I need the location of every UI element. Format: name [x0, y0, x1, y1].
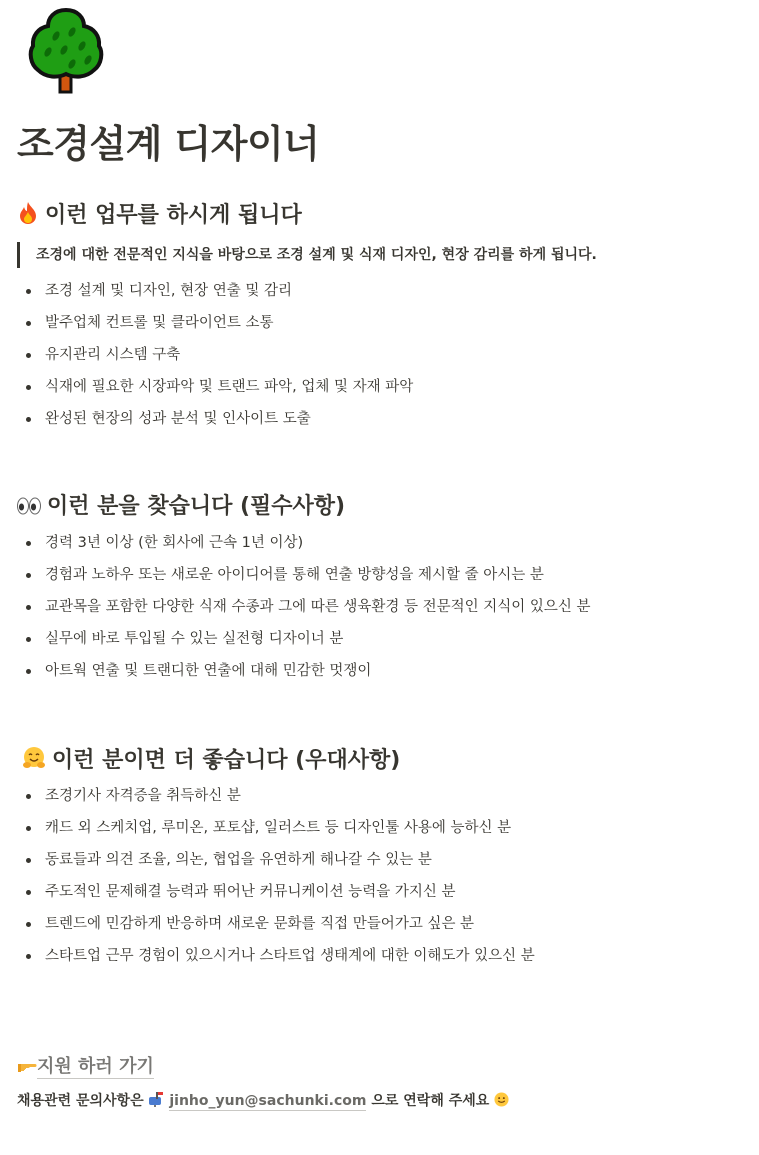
list-item-text: 유지관리 시스템 구축 — [45, 347, 181, 363]
bullet-dot — [26, 954, 31, 959]
list-item-text: 스타트업 근무 경험이 있으시거나 스타트업 생태계에 대한 이해도가 있으신 분 — [45, 948, 535, 964]
bullet-dot — [26, 321, 31, 326]
list-item — [0, 371, 413, 403]
bullet-dot — [26, 637, 31, 642]
list-item — [0, 591, 591, 623]
contact-line — [17, 1088, 509, 1114]
list-item — [0, 307, 413, 339]
list-item — [0, 844, 535, 876]
contact-email-link[interactable]: jinho_yun@sachunki.com — [169, 1093, 367, 1109]
list-item-text: 경력 3년 이상 (한 회사에 근속 1년 이상) — [45, 535, 304, 551]
bullet-dot — [26, 890, 31, 895]
bullet-dot — [26, 858, 31, 863]
list-item — [0, 403, 413, 435]
eyes-icon — [17, 496, 41, 516]
list-item-text: 조경 설계 및 디자인, 현장 연출 및 감리 — [45, 283, 292, 299]
bullet-dot — [26, 794, 31, 799]
bullet-dot — [26, 289, 31, 294]
duties-list — [0, 275, 413, 435]
deciduous-tree-icon — [24, 6, 108, 94]
preferred-heading — [22, 745, 400, 777]
list-item-text: 실무에 바로 투입될 수 있는 실전형 디자이너 분 — [45, 631, 344, 647]
list-item-text: 조경기사 자격증을 취득하신 분 — [45, 788, 241, 804]
mailbox-icon — [148, 1091, 164, 1107]
list-item-text: 식재에 필요한 시장파악 및 트랜드 파악, 업체 및 자재 파악 — [45, 379, 414, 395]
list-item-text: 주도적인 문제해결 능력과 뛰어난 커뮤니케이션 능력을 가지신 분 — [45, 884, 456, 900]
list-item — [0, 559, 591, 591]
bullet-dot — [26, 541, 31, 546]
smiling-face-icon — [494, 1092, 509, 1107]
list-item — [0, 623, 591, 655]
fire-icon — [17, 201, 39, 225]
list-item — [0, 275, 413, 307]
list-item-text: 완성된 현장의 성과 분석 및 인사이트 도출 — [45, 411, 311, 427]
bullet-dot — [26, 605, 31, 610]
requirements-heading — [17, 491, 345, 523]
bullet-dot — [26, 669, 31, 674]
list-item — [0, 940, 535, 972]
list-item — [0, 876, 535, 908]
list-item-text: 발주업체 컨트롤 및 클라이언트 소통 — [45, 315, 274, 331]
duties-heading — [17, 200, 302, 232]
apply-link[interactable] — [17, 1052, 154, 1082]
list-item-text: 교관목을 포함한 다양한 식재 수종과 그에 따른 생육환경 등 전문적인 지식이 있으신 분 — [45, 599, 591, 615]
preferred-list — [0, 780, 535, 972]
list-item — [0, 812, 535, 844]
list-item-text: 캐드 외 스케치업, 루미온, 포토샵, 일러스트 등 디자인툴 사용에 능하신 분 — [45, 820, 512, 836]
apply-link-label[interactable]: 지원 하러 가기 — [37, 1056, 154, 1077]
bullet-dot — [26, 353, 31, 358]
page-title: 조경설계 디자이너 — [17, 122, 320, 166]
list-item — [0, 339, 413, 371]
bullet-dot — [26, 573, 31, 578]
list-item-text: 경험과 노하우 또는 새로운 아이디어를 통해 연출 방향성을 제시할 줄 아시는 분 — [45, 567, 544, 583]
duties-quote: 조경에 대한 전문적인 지식을 바탕으로 조경 설계 및 식재 디자인, 현장 감리를 하게 됩니다. — [17, 242, 597, 268]
list-item — [0, 780, 535, 812]
list-item-text: 동료들과 의견 조율, 의논, 협업을 유연하게 해나갈 수 있는 분 — [45, 852, 432, 868]
list-item-text: 트렌드에 민감하게 반응하며 새로운 문화를 직접 만들어가고 싶은 분 — [45, 916, 475, 932]
contact-suffix: 으로 연락해 주세요 — [371, 1093, 490, 1109]
list-item — [0, 527, 591, 559]
contact-prefix: 채용관련 문의사항은 — [17, 1093, 144, 1109]
bullet-dot — [26, 385, 31, 390]
bullet-dot — [26, 417, 31, 422]
list-item — [0, 908, 535, 940]
list-item — [0, 655, 591, 687]
bullet-dot — [26, 922, 31, 927]
preferred-heading-text: 이런 분이면 더 좋습니다 (우대사항) — [52, 748, 401, 773]
requirements-list — [0, 527, 591, 687]
requirements-heading-text: 이런 분을 찾습니다 (필수사항) — [47, 494, 346, 519]
pointing-hand-icon — [17, 1058, 37, 1074]
list-item-text: 아트웍 연출 및 트랜디한 연출에 대해 민감한 멋쟁이 — [45, 663, 372, 679]
bullet-dot — [26, 826, 31, 831]
duties-heading-text: 이런 업무를 하시게 됩니다 — [45, 203, 302, 228]
hugging-face-icon — [22, 746, 46, 770]
